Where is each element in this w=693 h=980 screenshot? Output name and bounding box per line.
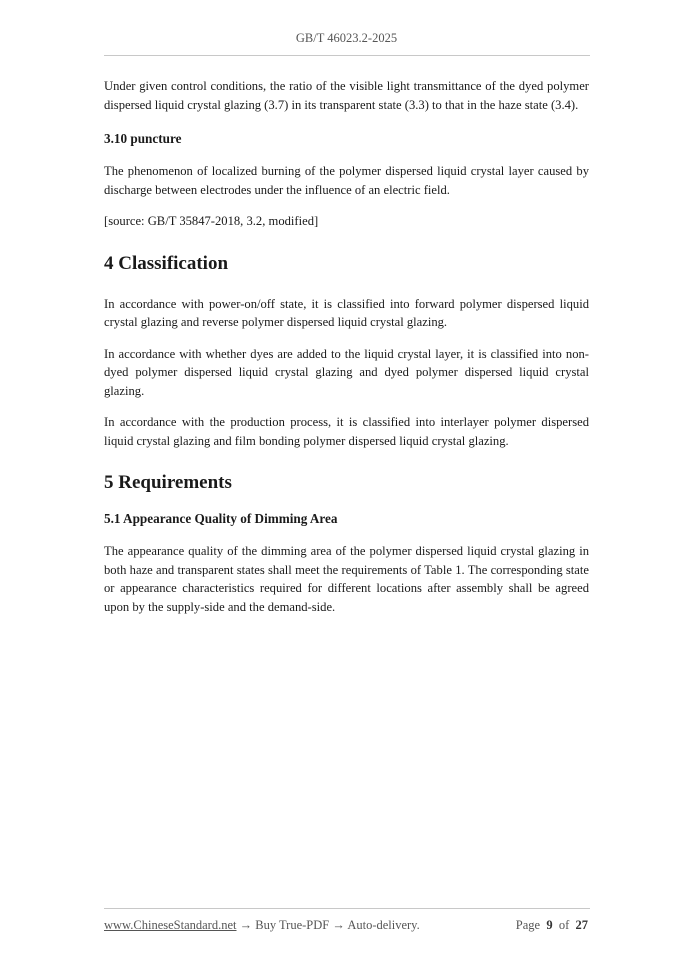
arrow-right-icon: → [329, 918, 348, 932]
section-4-heading: 4 Classification [104, 252, 229, 274]
section-5-1-heading: 5.1 Appearance Quality of Dimming Area [104, 511, 338, 526]
auto-delivery-text: Auto-delivery. [347, 918, 420, 932]
document-header-title: GB/T 46023.2-2025 [295, 31, 398, 45]
intro-paragraph: Under given control conditions, the ratio of the visible light transmittance of the dyed polymer dispersed liquid crystal glazing (3.7) in its transparent state (3.3) to that in the haze state (3.4). [104, 79, 589, 112]
footer-promo [104, 918, 420, 933]
page-number [516, 918, 588, 933]
section-4-paragraph-2: In accordance with whether dyes are added to the liquid crystal layer, it is classified into non-dyed polymer dispersed liquid crystal glazing and dyed polymer dispersed liquid crystal glazing. [104, 346, 589, 398]
page-total: 27 [575, 918, 588, 932]
page-current: 9 [546, 918, 553, 932]
section-4-paragraph-1: In accordance with power-on/off state, it is classified into forward polymer dispersed liquid crystal glazing and reverse polymer dispersed liquid crystal glazing. [104, 296, 589, 329]
buy-pdf-text: Buy True-PDF [255, 918, 330, 932]
website-link[interactable]: www.ChineseStandard.net [104, 918, 237, 932]
footer-divider [104, 908, 590, 909]
term-3-10-heading: 3.10 puncture [104, 131, 182, 146]
section-4-paragraph-3: In accordance with the production process, it is classified into interlayer polymer dispersed liquid crystal glazing and film bonding polymer dispersed liquid crystal glazing. [104, 415, 589, 448]
page-label: Page [515, 918, 541, 932]
section-5-heading: 5 Requirements [104, 472, 232, 493]
section-5-1-paragraph: The appearance quality of the dimming area of the polymer dispersed liquid crystal glazing in both haze and transparent states shall meet the requirements of Table 1. The corresponding state or appearance characteristics required for different locations after assembly shall be agreed upon by the supply-side and the demand-side. [104, 544, 589, 614]
term-3-10-definition: The phenomenon of localized burning of the polymer dispersed liquid crystal layer caused by discharge between electrodes under the influence of an electric field. [104, 164, 589, 197]
page-of: of [558, 918, 570, 932]
header-divider [104, 55, 590, 56]
term-3-10-source: [source: GB/T 35847-2018, 3.2, modified] [104, 214, 319, 228]
arrow-right-icon: → [236, 918, 256, 932]
page-content [104, 77, 589, 616]
